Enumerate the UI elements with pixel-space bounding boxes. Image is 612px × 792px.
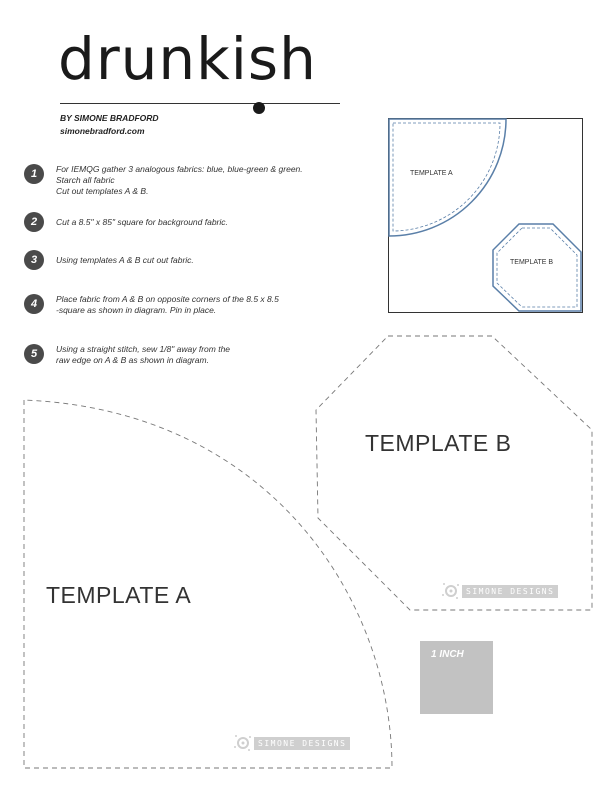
step-text: For IEMQG gather 3 analogous fabrics: blue, blue-green & green. Starch all fabric Cut out templates A & B. — [56, 164, 303, 196]
byline: BY SIMONE BRADFORD — [60, 113, 159, 123]
step-number-badge: 1 — [24, 164, 44, 184]
step-text: Cut a 8.5" x 85" square for background fabric. — [56, 217, 228, 227]
template-b-label: TEMPLATE B — [365, 430, 512, 456]
template-a-label: TEMPLATE A — [46, 582, 192, 608]
brand-title: drunkish — [58, 25, 317, 93]
watermark-text: SIMONE DESIGNS — [254, 737, 350, 750]
step-number-badge: 4 — [24, 294, 44, 314]
step-text: Using a straight stitch, sew 1/8" away from the raw edge on A & B as shown in diagram. — [56, 344, 231, 365]
website-link[interactable]: simonebradford.com — [60, 126, 145, 136]
diagram-label-a: TEMPLATE A — [410, 170, 453, 177]
flower-logo-icon — [232, 732, 254, 754]
diagram-label-b: TEMPLATE B — [510, 259, 554, 266]
flower-logo-icon — [440, 580, 462, 602]
step-number-badge: 3 — [24, 250, 44, 270]
watermark — [232, 732, 350, 754]
scale-label: 1 INCH — [431, 649, 464, 660]
watermark-text: SIMONE DESIGNS — [462, 585, 558, 598]
step-number-badge: 2 — [24, 212, 44, 232]
step-text: Place fabric from A & B on opposite corners of the 8.5 x 8.5 -square as shown in diagram. Pin in place. — [56, 294, 279, 315]
step-number-badge: 5 — [24, 344, 44, 364]
watermark — [440, 580, 558, 602]
template-b-outline — [316, 336, 592, 610]
step-text: Using templates A & B cut out fabric. — [56, 255, 194, 265]
